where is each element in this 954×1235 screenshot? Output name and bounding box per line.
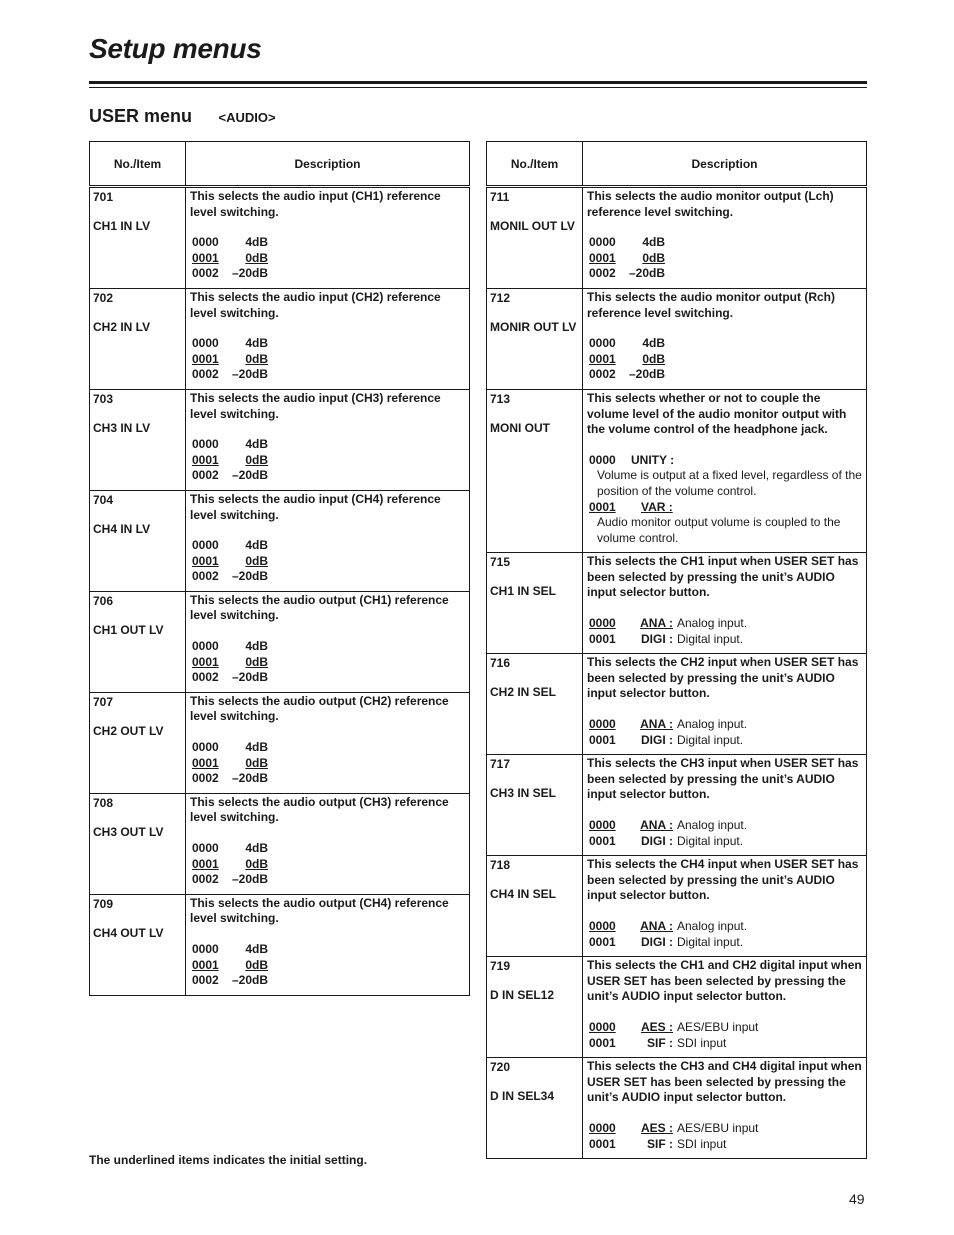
option-value-default: 0dB [245,351,268,366]
item-description: This selects whether or not to couple the volume level of the audio monitor output with the volume control of the headphone jack. [587,390,847,437]
option-code: 0002 [192,670,219,685]
option-list [192,437,469,484]
item-name: MONI OUT [490,420,550,435]
option-list [589,818,866,849]
table-row [487,288,867,389]
option-value: 4dB [245,538,268,553]
option-code: 0000 [192,336,219,351]
option-code-default: 0001 [192,856,219,871]
item-description: This selects the CH4 input when USER SET has been selected by pressing the unit’s AUDIO input selector button. [587,857,859,903]
option-text: AES/EBU input [677,1019,759,1034]
option-value-default: 0dB [245,755,268,770]
item-description: This selects the audio input (CH3) reference level switching. [190,390,441,421]
table-row [487,187,867,289]
header-no-item: No./Item [90,142,186,187]
item-number: 713 [490,391,511,406]
option-list [589,616,866,647]
option-code-default: 0000 [589,1120,616,1135]
item-number: 708 [93,795,114,810]
option-key: SIF : [647,1035,673,1050]
item-description: This selects the audio input (CH1) reference level switching. [190,189,441,219]
item-name: CH4 IN LV [93,521,151,536]
option-value-default: 0dB [642,250,665,265]
item-number: 717 [490,757,511,772]
option-key: DIGI : [641,934,673,949]
option-code: 0001 [589,1136,616,1151]
option-value-default: 0dB [245,957,268,972]
option-list [192,336,469,383]
option-value: –20dB [231,973,268,988]
option-value-default: 0dB [245,654,268,669]
option-key: DIGI : [641,631,673,646]
option-key-default: VAR : [641,499,673,514]
item-description: This selects the audio input (CH2) reference level switching. [190,289,441,320]
option-code: 0000 [192,941,219,956]
option-list [192,639,469,686]
item-number: 718 [490,858,511,873]
section-heading [89,106,276,127]
item-name: CH2 IN SEL [490,685,557,700]
option-value-default: 0dB [245,856,268,871]
item-name: CH1 IN LV [93,219,151,233]
item-name: CH3 IN SEL [490,786,557,801]
option-text: Analog input. [677,616,748,631]
item-description: This selects the audio output (CH3) reference level switching. [190,794,449,825]
item-description: This selects the audio output (CH1) reference level switching. [190,592,449,623]
option-text: Analog input. [677,818,748,832]
section-title: USER menu [89,106,193,126]
option-code: 0002 [192,973,219,988]
option-code: 0000 [192,437,219,452]
table-row [487,755,867,856]
option-code-default: 0001 [192,755,219,770]
table-row [487,856,867,957]
option-value: 4dB [245,841,268,855]
option-value-default: 0dB [245,452,268,467]
item-name: CH1 OUT LV [93,622,164,637]
option-text: AES/EBU input [677,1120,759,1135]
option-text: Digital input. [677,934,744,949]
header-description: Description [186,142,470,187]
item-description: This selects the CH2 input when USER SET has been selected by pressing the unit’s AUDIO input selector button. [587,655,859,701]
item-number: 709 [93,896,114,911]
item-name: D IN SEL12 [490,988,555,1003]
option-list [192,841,469,888]
option-key: UNITY : [631,452,675,467]
option-list [589,453,864,547]
option-text: Volume is output at a fixed level, regardless of the position of the volume control. [597,468,862,498]
table-row [90,288,470,389]
item-number: 703 [93,391,114,406]
option-list [589,336,866,383]
option-value: 4dB [245,437,268,452]
item-number: 704 [93,492,114,507]
item-description: This selects the audio input (CH4) reference level switching. [190,491,441,522]
item-number: 720 [490,1060,511,1075]
option-code: 0000 [589,336,616,351]
item-description: This selects the CH1 input when USER SET has been selected by pressing the unit’s AUDIO input selector button. [587,554,859,600]
option-code: 0000 [192,841,219,855]
option-key-default: ANA : [640,717,673,732]
option-code: 0002 [192,771,219,786]
item-description: This selects the CH3 input when USER SET has been selected by pressing the unit’s AUDIO input selector button. [587,756,859,802]
option-text: SDI input [677,1035,727,1050]
item-number: 719 [490,959,511,974]
option-value-default: 0dB [245,250,268,265]
option-list [192,235,469,282]
option-code-default: 0000 [589,616,616,631]
table-row [90,389,470,490]
item-number: 711 [490,190,510,204]
option-text: Digital input. [677,631,744,646]
option-code: 0001 [589,1035,616,1050]
option-list [192,538,469,585]
item-description: This selects the audio monitor output (Lch) reference level switching. [587,189,834,219]
item-name: CH3 OUT LV [93,824,164,839]
item-name: MONIL OUT LV [490,219,575,233]
item-name: D IN SEL34 [490,1089,555,1104]
option-key-default: AES : [640,1019,673,1034]
option-code-default: 0001 [192,452,219,467]
option-code: 0000 [192,235,219,250]
table-row [90,894,470,995]
item-number: 712 [490,290,511,305]
option-text: Analog input. [677,717,748,732]
item-number: 715 [490,555,511,570]
option-code: 0002 [192,266,219,281]
option-code: 0000 [589,235,616,250]
page-number: 49 [849,1191,865,1207]
header-rule [89,81,867,84]
option-code: 0002 [589,367,616,382]
option-code: 0002 [589,266,616,281]
item-name: CH3 IN LV [93,420,151,435]
item-name: CH2 IN LV [93,319,151,334]
option-code: 0000 [192,538,219,553]
option-text: Analog input. [677,918,748,933]
option-value: 4dB [245,740,268,755]
option-key-default: AES : [640,1120,673,1135]
option-key-default: ANA : [640,616,673,631]
item-number: 716 [490,656,511,671]
item-number: 701 [93,190,114,204]
option-code-default: 0001 [192,553,219,568]
option-value: –20dB [231,872,268,887]
item-name: CH1 IN SEL [490,584,557,599]
option-list [192,740,469,787]
item-description: This selects the CH3 and CH4 digital input when USER SET has been selected by pressing the unit’s AUDIO input selector button. [587,1059,862,1105]
item-name: CH4 IN SEL [490,887,557,902]
option-list [192,942,469,989]
table-row [487,654,867,755]
option-text: Digital input. [677,732,744,747]
option-key-default: ANA : [640,918,673,933]
option-list [589,919,866,950]
option-code-default: 0001 [589,499,616,514]
item-description: This selects the audio output (CH4) reference level switching. [190,895,449,926]
option-value: 4dB [245,941,268,956]
option-list [589,1121,866,1152]
item-description: This selects the audio output (CH2) reference level switching. [190,693,449,724]
table-row [90,793,470,894]
option-text: Audio monitor output volume is coupled to the volume control. [597,515,841,545]
table-row [90,692,470,793]
option-value: –20dB [628,266,665,281]
table-row [90,591,470,692]
menu-table-left [89,141,470,996]
option-code-default: 0001 [192,957,219,972]
option-code: 0000 [192,639,219,654]
option-value: 4dB [245,336,268,351]
option-code: 0001 [589,631,616,646]
option-code: 0002 [192,569,219,584]
page-title: Setup menus [89,33,262,64]
option-value: 4dB [642,235,665,250]
option-code-default: 0001 [589,250,616,265]
option-code-default: 0001 [192,250,219,265]
footnote: The underlined items indicates the initial setting. [89,1153,368,1167]
header-rule-thin [89,87,867,88]
option-code-default: 0000 [589,717,616,732]
option-code: 0001 [589,934,616,949]
header-description: Description [583,142,867,187]
option-key: DIGI : [641,732,673,747]
option-code-default: 0000 [589,1019,616,1034]
option-text: SDI input [677,1136,727,1151]
option-value: 4dB [245,235,268,250]
item-number: 702 [93,290,114,305]
option-code-default: 0000 [589,918,616,933]
option-value: –20dB [231,367,268,382]
table-row [487,957,867,1058]
option-code: 0002 [192,468,219,483]
option-key: DIGI : [641,833,673,848]
option-value: –20dB [231,569,268,584]
option-value: –20dB [231,670,268,685]
option-code-default: 0001 [192,654,219,669]
table-row [487,1058,867,1159]
option-code: 0000 [589,452,616,467]
option-code: 0001 [589,833,616,848]
item-name: CH4 OUT LV [93,925,164,940]
item-description: This selects the CH1 and CH2 digital input when USER SET has been selected by pressing the unit’s AUDIO input selector button. [587,958,862,1004]
item-name: CH2 OUT LV [93,723,164,738]
option-key: SIF : [647,1136,673,1151]
menu-table-right [486,141,867,1159]
option-code-default: 0000 [589,818,616,832]
table-row [487,389,867,552]
table-row [90,490,470,591]
item-description: This selects the audio monitor output (Rch) reference level switching. [587,289,836,320]
option-key-default: ANA : [640,818,673,832]
option-list [589,235,866,282]
option-code: 0001 [589,732,616,747]
option-code: 0002 [192,872,219,887]
option-value: –20dB [231,771,268,786]
option-code-default: 0001 [192,351,219,366]
table-row [487,553,867,654]
section-subtitle: <AUDIO> [218,110,276,125]
option-text: Digital input. [677,833,744,848]
item-number: 707 [93,694,114,709]
option-value: –20dB [628,367,665,382]
item-number: 706 [93,593,114,608]
option-value: –20dB [231,468,268,483]
option-list [589,1020,866,1051]
item-name: MONIR OUT LV [490,319,577,334]
option-list [589,717,866,748]
option-code: 0000 [192,740,219,755]
option-value-default: 0dB [642,351,665,366]
option-value: –20dB [231,266,268,281]
option-code-default: 0001 [589,351,616,366]
option-code: 0002 [192,367,219,382]
option-value-default: 0dB [245,553,268,568]
header-no-item: No./Item [487,142,583,187]
option-value: 4dB [245,639,268,654]
option-value: 4dB [642,336,665,351]
table-row [90,187,470,289]
